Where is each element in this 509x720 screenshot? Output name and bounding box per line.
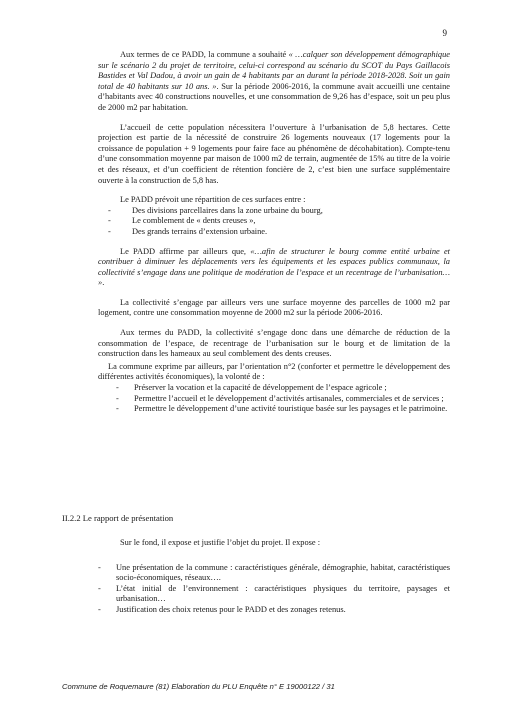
accueil-paragraph: L’accueil de cette population nécessitera l’ouverture à l’urbanisation de 5,8 hectares. Cette projection est partie de la nécessité de construire 26 logements nouveaux (17 logements pour la croissance de population + 9 logements pour faire face au phénomène de décohabitation). Compte-tenu d’une consommation moyenne par maison de 1000 m2 de terrain, augmentée de 15% au titre de la voirie et des réseaux, et d’un coefficient de rétention foncière de 2, c’est bien une surface supplémentaire ouverte à la construction de 5,8 has. — [98, 122, 450, 185]
list-item: - Le comblement de « dents creuses », — [98, 216, 450, 227]
collectivite-paragraph: La collectivité s’engage par ailleurs vers une surface moyenne des parcelles de 1000 m2 par logement, contre une consommation moyenne de 2000 m2 sur la période 2006-2016. — [98, 297, 450, 318]
padd-paragraph — [98, 50, 450, 114]
page-number: 9 — [442, 28, 447, 38]
list-item: - Justification des choix retenus pour le PADD et des zonages retenus. — [98, 605, 450, 616]
list-item: - L’état initial de l’environnement : caractéristiques physiques du territoire, paysages et urbanisation… — [98, 584, 450, 605]
affirme-quote: «…afin de structurer le bourg comme entité urbaine et contribuer à diminuer les déplacements vers les équipements et les espaces publics communaux, la collectivité s’engage dans une politique de modération de l’espace et un recentrage de l’urbanisation… » — [98, 246, 451, 288]
list-item: - Des divisions parcellaires dans la zone urbaine du bourg, — [98, 206, 450, 217]
list-item: - Permettre le développement d’une activité touristique basée sur les paysages et le patrimoine. — [116, 404, 450, 415]
main-content — [98, 50, 450, 424]
rapport-list — [98, 563, 450, 616]
rapport-content — [98, 538, 450, 625]
list-item: - Une présentation de la commune : caractéristiques générale, démographie, habitat, caractéristiques socio-économiques, réseaux…. — [98, 563, 450, 584]
page-footer: Commune de Roquemaure (81) Elaboration du PLU Enquête n° E 19000122 / 31 — [62, 682, 335, 691]
padd-lead: Aux termes de ce PADD, la commune a souhaité — [120, 50, 289, 59]
padd-quote: « …calquer son développement démographique sur le scénario 2 du projet de territoire, celui-ci correspond au scénario du SCOT du Pays Gaillacois Bastides et Val Dadou, à avoir un gain de 4 habitants par an durant la période 2018-2028. Soit un gain total de 40 habitants sur 10 ans. » — [98, 50, 450, 91]
repartition-list — [98, 206, 450, 238]
orientation-intro: La commune exprime par ailleurs, par l’orientation n°2 (conforter et permettre le développement des différentes activités économiques), la volonté de : — [98, 361, 450, 382]
rapport-intro: Sur le fond, il expose et justifie l’objet du projet. Il expose : — [120, 538, 321, 547]
padd-rest: . Sur la période 2006-2016, la commune avait accueilli une centaine d’habitants avec 40 constructions nouvelles, et une consommation de 9,26 has d’espace, soit un peu plus de 2000 m2 par habitation. — [98, 81, 451, 112]
list-item: - Permettre l’accueil et le développement d’activités artisanales, commerciales et de services ; — [116, 394, 450, 405]
orientation-list — [116, 383, 450, 415]
affirme-paragraph — [98, 247, 450, 289]
affirme-lead: Le PADD affirme par ailleurs que, — [120, 246, 251, 256]
repartition-intro: Le PADD prévoit une répartition de ces surfaces entre : — [120, 195, 306, 205]
section-heading: II.2.2 Le rapport de présentation — [62, 513, 174, 523]
list-item: - Des grands terrains d’extension urbaine. — [98, 227, 450, 238]
list-item: - Préserver la vocation et la capacité de développement de l’espace agricole ; — [116, 383, 450, 394]
affirme-rest: . — [102, 278, 105, 288]
termes-paragraph: Aux termes du PADD, la collectivité s’engage donc dans une démarche de réduction de la consommation de l’espace, de recentrage de l’urbanisation sur le bourg et de limitation de la construction dans les hameaux au seul comblement des dents creuses. — [98, 328, 450, 359]
